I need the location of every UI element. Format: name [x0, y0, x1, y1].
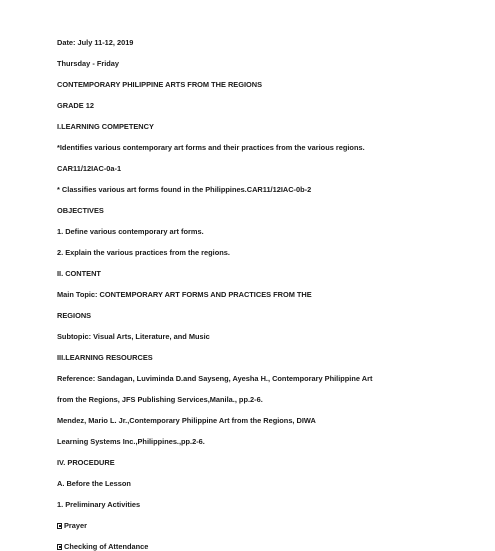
grade-level: GRADE 12	[57, 101, 94, 110]
competency-2: * Classifies various art forms found in the Philippines.CAR11/12IAC-0b-2	[57, 185, 312, 194]
days-line: Thursday - Friday	[57, 59, 120, 68]
section-heading-resources: III.LEARNING RESOURCES	[57, 353, 153, 362]
date-line: Date: July 11-12, 2019	[57, 38, 134, 47]
subtopic: Subtopic: Visual Arts, Literature, and Music	[57, 332, 210, 341]
lesson-plan	[57, 38, 487, 551]
bullet-item-prayer	[57, 521, 487, 530]
competency-1-code: CAR11/12IAC-0a-1	[57, 164, 122, 173]
part-a-heading: A. Before the Lesson	[57, 479, 131, 488]
subject-title: CONTEMPORARY PHILIPPINE ARTS FROM THE REGIONS	[57, 80, 263, 89]
bullet-label-prayer: Prayer	[64, 521, 88, 530]
reference-line-1: Reference: Sandagan, Luviminda D.and Sayseng, Ayesha H., Contemporary Philippine Art	[57, 374, 373, 383]
bullet-item-attendance	[57, 542, 487, 551]
objective-1: 1. Define various contemporary art forms.	[57, 227, 204, 236]
reference-line-4: Learning Systems Inc.,Philippines.,pp.2-6.	[57, 437, 205, 446]
objective-2: 2. Explain the various practices from the regions.	[57, 248, 230, 257]
objectives-heading: OBJECTIVES	[57, 206, 104, 215]
bullet-label-attendance: Checking of Attendance	[64, 542, 149, 551]
missing-glyph-box-icon	[57, 523, 62, 529]
main-topic-line-2: REGIONS	[57, 311, 92, 320]
section-heading-competency: I.LEARNING COMPETENCY	[57, 122, 154, 131]
section-heading-content: II. CONTENT	[57, 269, 101, 278]
missing-glyph-box-icon	[57, 544, 62, 550]
section-heading-procedure: IV. PROCEDURE	[57, 458, 115, 467]
preliminary-activities: 1. Preliminary Activities	[57, 500, 141, 509]
reference-line-2: from the Regions, JFS Publishing Services,Manila., pp.2-6.	[57, 395, 263, 404]
reference-line-3: Mendez, Mario L. Jr.,Contemporary Philippine Art from the Regions, DIWA	[57, 416, 316, 425]
main-topic-line-1: Main Topic: CONTEMPORARY ART FORMS AND PRACTICES FROM THE	[57, 290, 312, 299]
competency-1: *Identifies various contemporary art forms and their practices from the various regions.	[57, 143, 365, 152]
